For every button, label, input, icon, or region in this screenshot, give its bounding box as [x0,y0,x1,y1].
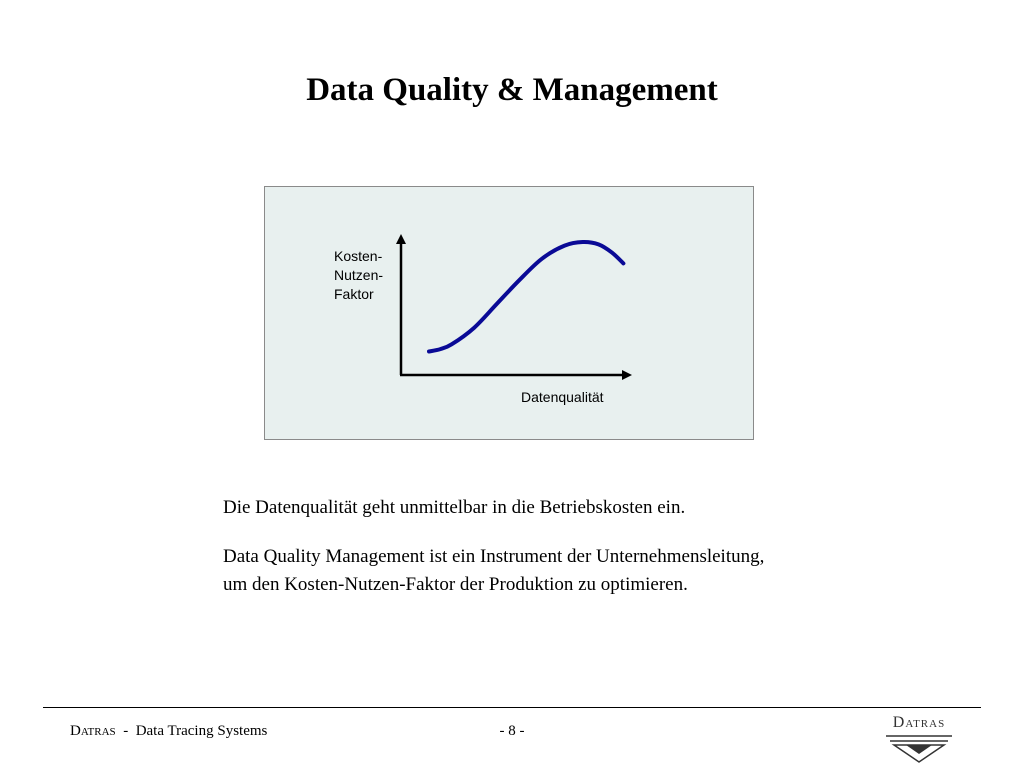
y-axis-label-line-2: Nutzen- [334,267,384,283]
paragraph-2 [223,543,923,599]
logo-triangle-icon [880,734,958,764]
footer-company [70,720,267,742]
y-axis-label-line-3: Faktor [334,286,374,302]
paragraph-2-line-2: um den Kosten-Nutzen-Faktor der Produktion zu optimieren. [223,574,688,595]
paragraph-1: Die Datenqualität geht unmittelbar in die Betriebskosten ein. [223,497,686,518]
x-axis-label: Datenqualität [521,389,604,405]
chart-panel [264,186,754,440]
series-line-kosten-nutzen-faktor [429,242,623,352]
y-axis-label-line-1: Kosten- [334,248,383,264]
slide-title: Data Quality & Management [306,72,718,108]
paragraph-2-line-1: Data Quality Management ist ein Instrument der Unternehmensleitung, [223,546,765,567]
body-text [223,494,923,599]
logo-text: Datras [892,714,946,731]
page-number: - 8 - [499,723,525,739]
cost-benefit-chart [265,187,753,439]
footer-company-name: Data Tracing Systems [135,723,268,739]
datras-logo [880,712,960,766]
footer-separator: - [123,723,129,739]
footer-divider [43,707,981,708]
footer-brand: Datras [70,723,116,739]
